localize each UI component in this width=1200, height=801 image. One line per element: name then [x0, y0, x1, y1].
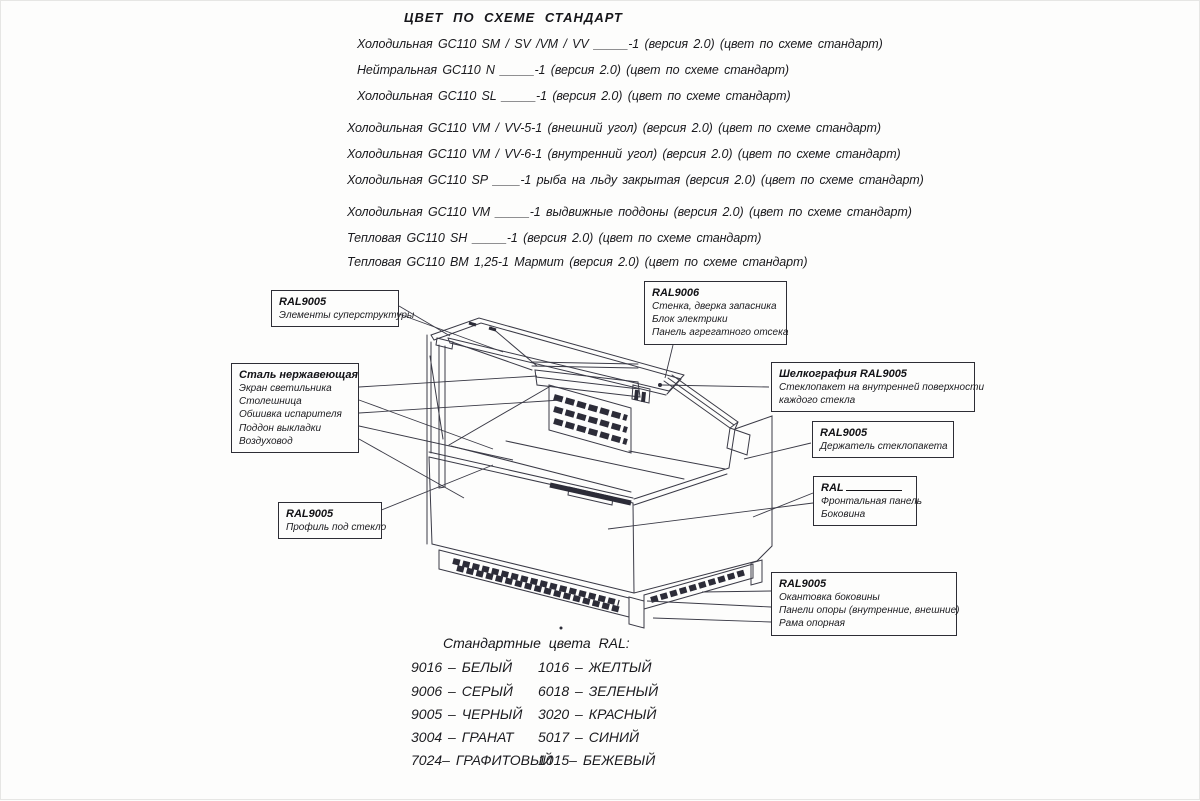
- callout-superstructure: [271, 290, 415, 327]
- callout-back-section-line: Блок электрики: [652, 314, 728, 326]
- callout-stainless-line: Обшивка испарителя: [239, 409, 342, 421]
- model-line-5: Холодильная GC110 VM / VV-6-1 (внутренний угол) (версия 2.0) (цвет по схеме стандарт): [347, 147, 901, 161]
- callout-superstructure-ral: RAL9005: [279, 296, 327, 308]
- callout-back-section-line: Стенка, дверка запасника: [652, 301, 777, 312]
- display-case-drawing: [1, 1, 1200, 801]
- page-title: ЦВЕТ ПО СХЕМЕ СТАНДАРТ: [404, 10, 623, 25]
- callout-glass-holder-line: Держатель стеклопакета: [820, 441, 948, 452]
- callout-silkscreen-title: Шелкография RAL9005: [779, 368, 907, 380]
- callout-base-line: Окантовка боковины: [779, 592, 880, 603]
- dark-detail-group: [453, 323, 746, 610]
- legend-color: 9005 – ЧЕРНЫЙ: [411, 706, 523, 722]
- callout-back-section: [644, 281, 787, 345]
- model-line-4: Холодильная GC110 VM / VV-5-1 (внешний угол) (версия 2.0) (цвет по схеме стандарт): [347, 121, 881, 135]
- callout-silkscreen: [771, 362, 985, 412]
- callout-front-panel-line: Боковина: [821, 509, 866, 521]
- model-line-1: Холодильная GC110 SM / SV /VM / VV _____-1 (версия 2.0) (цвет по схеме стандарт): [357, 37, 883, 51]
- legend-color: 9006 – СЕРЫЙ: [411, 683, 513, 699]
- legend-color: 1015– БЕЖЕВЫЙ: [538, 752, 656, 768]
- callout-glass-holder-ral: RAL9005: [820, 427, 868, 439]
- reference-dot: [658, 383, 662, 387]
- model-line-2: Нейтральная GC110 N _____-1 (версия 2.0) (цвет по схеме стандарт): [357, 63, 789, 77]
- callout-front-panel-ral: [821, 481, 909, 495]
- model-line-7: Холодильная GC110 VM _____-1 выдвижные поддоны (версия 2.0) (цвет по схеме стандарт): [347, 205, 912, 219]
- callout-front-panel: [813, 476, 923, 526]
- callout-base: [771, 572, 960, 636]
- legend-color: 1016 – ЖЕЛТЫЙ: [538, 659, 652, 675]
- callout-stainless-title: Сталь нержавеющая: [239, 369, 358, 381]
- callout-silkscreen-line: Стеклопакет на внутренней поверхности: [779, 382, 985, 393]
- legend-color: 3020 – КРАСНЫЙ: [538, 706, 657, 722]
- callout-glass-holder: [812, 421, 954, 458]
- legend-color: 9016 – БЕЛЫЙ: [411, 659, 513, 675]
- model-line-8: Тепловая GC110 SH _____-1 (версия 2.0) (цвет по схеме стандарт): [347, 231, 762, 245]
- callout-stainless-line: Поддон выкладки: [239, 422, 322, 434]
- legend-color: 6018 – ЗЕЛЕНЫЙ: [538, 683, 659, 699]
- callout-base-ral: RAL9005: [779, 578, 827, 590]
- legend-color: 5017 – СИНИЙ: [538, 729, 639, 745]
- callout-base-line: Рама опорная: [779, 618, 846, 630]
- model-line-6: Холодильная GC110 SP ____-1 рыба на льду закрытая (версия 2.0) (цвет по схеме стандарт): [347, 173, 924, 187]
- callout-glass-profile: [278, 502, 387, 539]
- model-line-9: Тепловая GC110 ВМ 1,25-1 Мармит (версия 2.0) (цвет по схеме стандарт): [347, 255, 808, 269]
- callout-stainless-line: Экран светильника: [239, 383, 332, 394]
- legend-color: 3004 – ГРАНАТ: [411, 729, 514, 745]
- legend-title: Стандартные цвета RAL:: [443, 635, 630, 651]
- callout-superstructure-line: Элементы суперструктуры: [279, 310, 415, 321]
- callout-stainless-line: Воздуховод: [239, 435, 293, 447]
- callout-back-section-ral: RAL9006: [652, 287, 700, 299]
- callout-stainless-line: Столешница: [239, 396, 302, 408]
- legend-color: 7024– ГРАФИТОВЫЙ: [411, 752, 553, 768]
- callout-front-panel-ral-text: RAL: [821, 482, 844, 494]
- callout-glass-profile-ral: RAL9005: [286, 508, 334, 520]
- callout-front-panel-line: Фронтальная панель: [821, 496, 923, 507]
- callout-glass-profile-line: Профиль под стекло: [286, 522, 387, 533]
- model-line-3: Холодильная GC110 SL _____-1 (версия 2.0) (цвет по схеме стандарт): [357, 89, 791, 103]
- callout-base-line: Панели опоры (внутренние, внешние): [779, 605, 960, 617]
- ral-blank-line: [846, 489, 902, 491]
- callout-silkscreen-line: каждого стекла: [779, 395, 856, 407]
- callout-stainless: [231, 363, 359, 453]
- small-dot: [560, 627, 563, 630]
- callout-back-section-line: Панель агрегатного отсека: [652, 327, 789, 339]
